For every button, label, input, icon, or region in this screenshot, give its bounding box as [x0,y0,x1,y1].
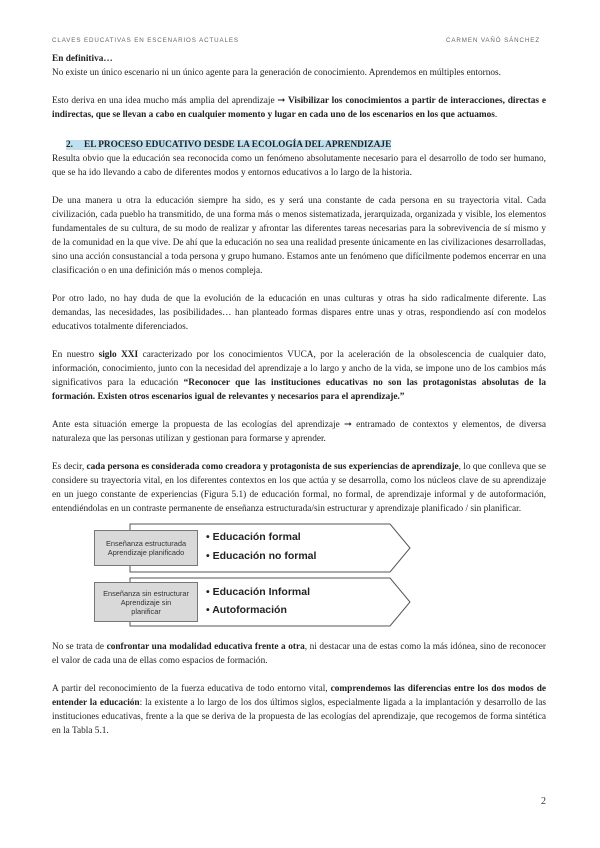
paragraph-3: Resulta obvio que la educación sea reconocida como un fenómeno absolutamente necesario para el desarrollo de todo ser humano, que se ha ido llevando a cabo de diferentes modos y entornos educativos a lo largo de la historia. [52,154,546,178]
paragraph-7: Ante esta situación emerge la propuesta de las ecologías del aprendizaje ➞ entramado de contextos y elementos, de diversa naturaleza que las personas utilizan y gestionan para formarse y aprender. [52,420,546,444]
unstructured-box: Enseñanza sin estructurar Aprendizaje sin planificar [94,582,198,622]
running-header-right: CARMEN VAÑÓ SÁNCHEZ [446,37,540,44]
structured-box: Enseñanza estructurada Aprendizaje planificado [94,530,198,566]
item-informal-education: • Educación Informal [206,586,311,598]
figure-learning-modes [94,522,414,630]
section-heading: 2. EL PROCESO EDUCATIVO DESDE LA ECOLOGÍA DEL APRENDIZAJE [66,140,392,150]
item-self-training: • Autoformación [206,604,287,616]
paragraph-10: A partir del reconocimiento de la fuerza educativa de todo entorno vital, comprendemos las diferencias entre los dos modos de entender la educación: la existente a lo largo de los dos últimos siglos, especialmente ligada a la implantación y desarrollo de las instituciones educativas, frente a la que se deriva de la propuesta de las ecologías del aprendizaje, que recogemos de forma sintética en la Tabla 5.1. [52,684,546,736]
idea-paragraph: Esto deriva en una idea mucho más amplia del aprendizaje ➞ Visibilizar los conocimientos a partir de interacciones, directas e indirectas, que se llevan a cabo en cualquier momento y lugar en cada uno de los escenarios en los que actuamos. [52,96,546,120]
paragraph-6: En nuestro siglo XXI caracterizado por los conocimientos VUCA, por la aceleración de la obsolescencia de cualquier dato, información, conocimiento, junto con la necesidad del aprendizaje a lo largo y ancho de la vida, se impone uno de los cambios más significativos para la educación “Reconocer que las instituciones educativas no son las protagonistas absolutas de la formación. Existen otros escenarios igual de relevantes y necesarios para el aprendizaje.” [52,350,547,402]
paragraph-9: No se trata de confrontar una modalidad educativa frente a otra, ni destacar una de estas como la más idónea, sino de reconocer el valor de cada una de ellas como espacios de formación. [52,642,546,666]
item-non-formal-education: • Educación no formal [206,550,317,562]
running-header-left: CLAVES EDUCATIVAS EN ESCENARIOS ACTUALES [52,37,239,44]
paragraph-8: Es decir, cada persona es considerada como creadora y protagonista de sus experiencias de aprendizaje, lo que conlleva que se considere su trayectoria vital, en los diferentes contextos en los que actúa y se desarrolla, como los núcleos clave de su aprendizaje en un juego constante de experiencias (Figura 5.1) de educación formal, no formal, de aprendizaje informal y de autoformación, entendiéndolas en un contraste permanente de enseñanza estructurada/sin estructurar y aprendizaje planificado / sin planificar. [52,462,547,514]
item-formal-education: • Educación formal [206,531,301,543]
paragraph-4: De una manera u otra la educación siempre ha sido, es y será una constante de cada persona en su trayectoria vital. Cada civilización, cada pueblo ha transmitido, de una forma más o menos sistematizada, jerarquizada, organizada y visible, los elementos fundamentales de su cultura, de su modo de realizar y afrontar las diferentes tareas necesarias para la sobrevivencia de sí mismo y de la comunidad en la que vive. De ahí que la educación no sea una realidad presente únicamente en las civilizaciones desarrolladas, sino una acción consustancial a toda persona y grupo humano. Estamos ante un fenómeno que difícilmente podemos encerrar en una clasificación o en una definición más o menos compleja. [52,196,546,276]
conclusion-paragraph: No existe un único escenario ni un único agente para la generación de conocimiento. Aprendemos en múltiples entornos. [52,68,501,78]
paragraph-5: Por otro lado, no hay duda de que la evolución de la educación en unas culturas y otras ha sido radicalmente diferente. Las demandas, las necesidades, las posibilidades… han planteado formas dispares entre unas y otras, respondiendo así con modelos educativos totalmente diferenciados. [52,294,546,332]
page-body [52,52,546,738]
page-number: 2 [541,796,546,807]
conclusion-title: En definitiva… [52,54,113,64]
